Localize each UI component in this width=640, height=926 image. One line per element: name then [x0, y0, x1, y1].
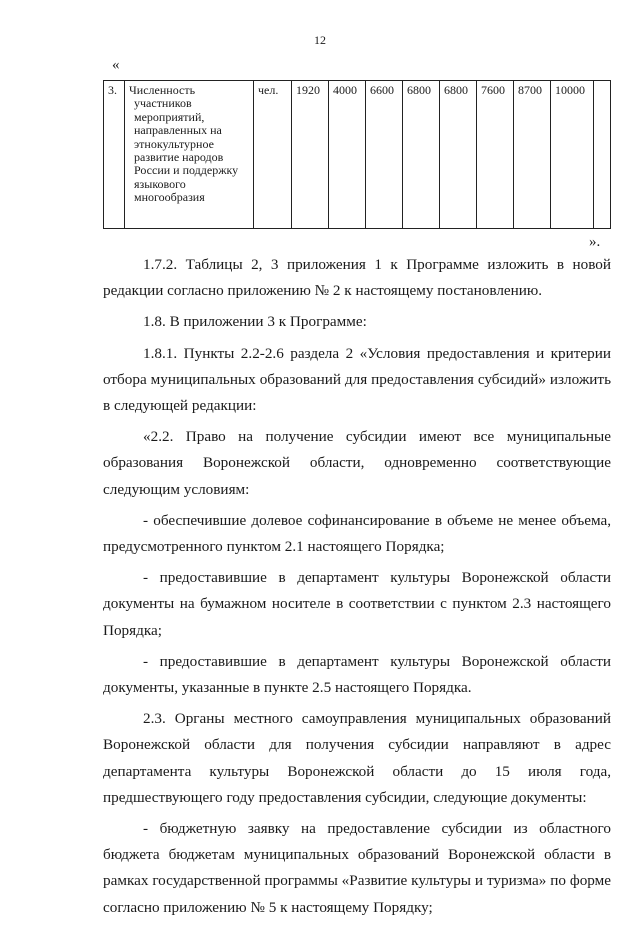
- opening-quote-mark: «: [112, 57, 120, 73]
- paragraph-budget-application: - бюджетную заявку на предоставление субсидии из областного бюджета бюджетам муниципальных образований Воронежской области в рамках государственной программы «Развитие культуры и туризма» по форме согласно приложению № 5 к настоящему Порядку;: [103, 820, 611, 916]
- indicator-table: [103, 80, 611, 229]
- closing-quote-mark: ».: [589, 234, 601, 250]
- value-cell: 6800: [403, 81, 440, 229]
- paragraph-condition-cofinancing: - обеспечившие долевое софинансирование в объеме не менее объема, предусмотренного пунктом 2.1 настоящего Порядка;: [103, 511, 611, 556]
- indicator-name-cell: [125, 81, 254, 229]
- value-cell: 8700: [514, 81, 551, 229]
- indicator-name-rest: участников мероприятий, направленных на этнокультурное развитие народов России и поддержку языкового многообразия: [134, 96, 239, 205]
- row-number-cell: 3.: [104, 81, 125, 229]
- value-cell: 10000: [551, 81, 594, 229]
- table-row: [104, 81, 611, 229]
- indicator-name-first-line: Численность: [129, 83, 196, 97]
- value-cell: 4000: [329, 81, 366, 229]
- paragraph-1-7-2: 1.7.2. Таблицы 2, 3 приложения 1 к Программе изложить в новой редакции согласно приложению № 2 к настоящему постановлению.: [103, 256, 611, 300]
- paragraph-condition-docs-2-5: - предоставившие в департамент культуры Воронежской области документы, указанные в пункте 2.5 настоящего Порядка.: [103, 652, 611, 697]
- paragraph-1-8-1: 1.8.1. Пункты 2.2-2.6 раздела 2 «Условия предоставления и критерии отбора муниципальных образований для предоставления субсидий» изложить в следующей редакции:: [103, 344, 611, 415]
- paragraph-1-8: 1.8. В приложении 3 к Программе:: [143, 313, 367, 331]
- unit-cell: чел.: [254, 81, 292, 229]
- paragraph-condition-paper-docs: - предоставившие в департамент культуры Воронежской области документы на бумажном носителе в соответствии с пунктом 2.3 настоящего Порядка;: [103, 569, 611, 639]
- paragraph-2-3: 2.3. Органы местного самоуправления муниципальных образований Воронежской области для получения субсидии направляют в адрес департамента культуры Воронежской области до 15 июля года, предшествующего году предоставления субсидии, следующие документы:: [103, 710, 611, 806]
- paragraph-2-2: «2.2. Право на получение субсидии имеют все муниципальные образования Воронежской области, одновременно соответствующие следующим условиям:: [103, 428, 611, 498]
- value-cell: 6600: [366, 81, 403, 229]
- value-cell: 6800: [440, 81, 477, 229]
- page-number: 12: [314, 33, 326, 47]
- document-body: [103, 252, 611, 926]
- empty-cell: [594, 81, 611, 229]
- value-cell: 7600: [477, 81, 514, 229]
- value-cell: 1920: [292, 81, 329, 229]
